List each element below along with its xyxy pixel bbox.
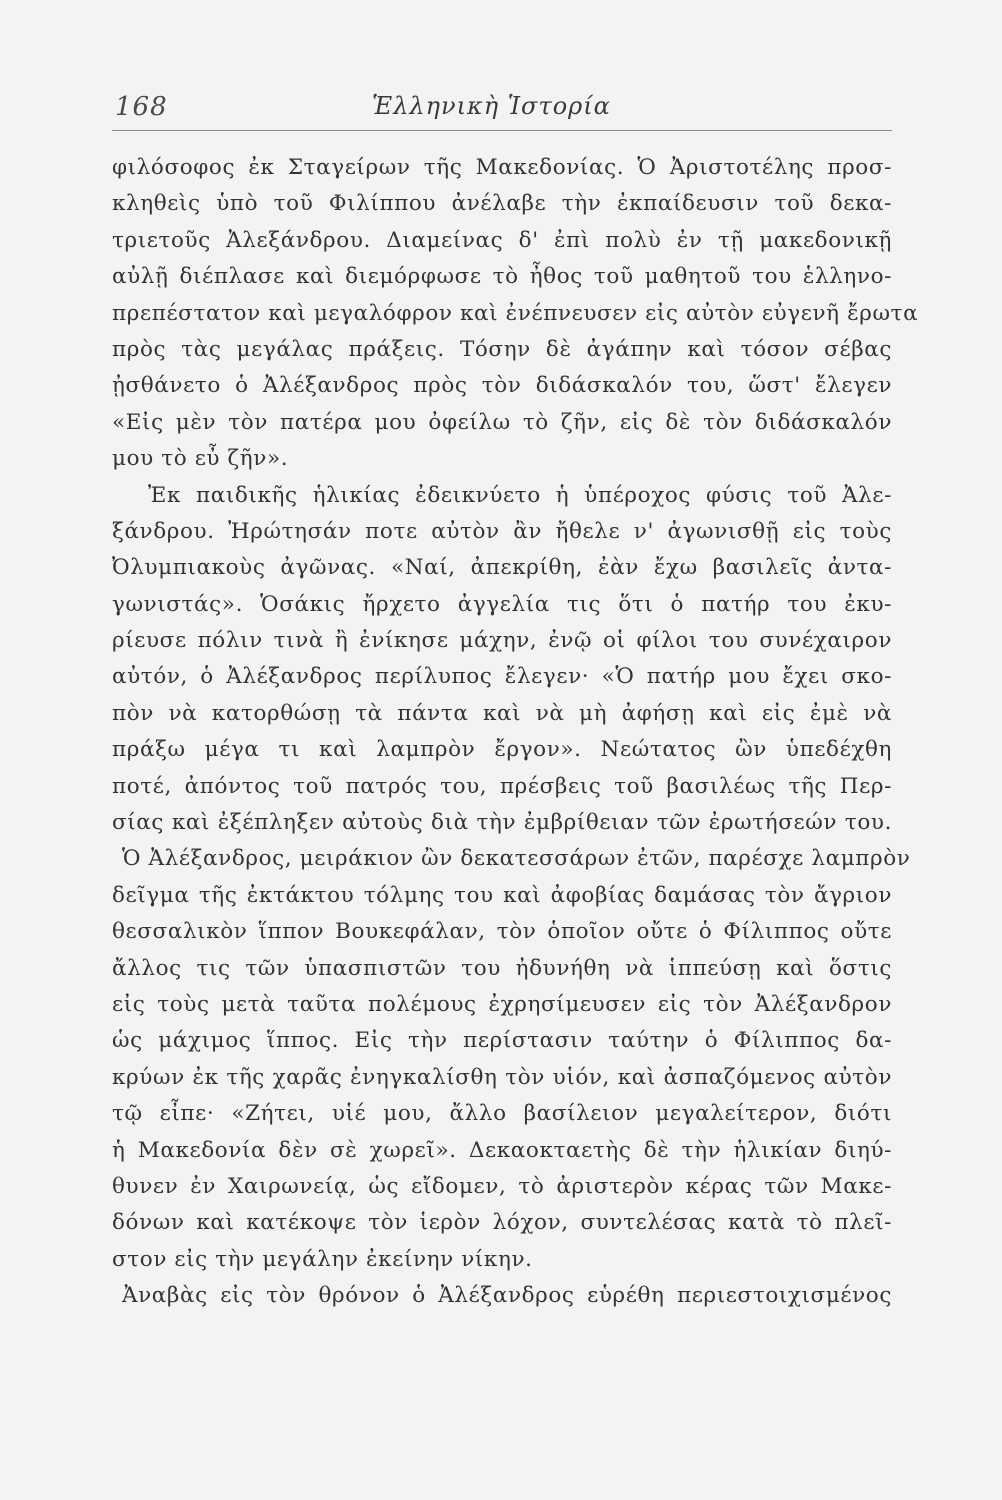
text-line: αὐτόν, ὁ Ἀλέξανδρος περίλυπος ἔλεγεν· «Ὁ πατήρ μου ἔχει σκο-	[112, 664, 892, 690]
text-line: Ὁ Ἀλέξανδρος, μειράκιον ὢν δεκατεσσάρων ἐτῶν, παρέσχε λαμπρὸν	[122, 846, 911, 872]
text-line: ἄλλος τις τῶν ὑπασπιστῶν του ἠδυνήθη νὰ ἱππεύσῃ καὶ ὅστις	[112, 955, 892, 981]
text-line: τῷ εἶπε· «Ζήτει, υἱέ μου, ἄλλο βασίλειον μεγαλείτερον, διότι	[112, 1101, 892, 1127]
text-line: γωνιστάς». Ὁσάκις ἤρχετο ἀγγελία τις ὅτι ὁ πατήρ του ἐκυ-	[112, 591, 892, 617]
text-line: σίας καὶ ἐξέπληξεν αὐτοὺς διὰ τὴν ἐμβρίθειαν τῶν ἐρωτήσεών του.	[112, 810, 892, 836]
text-line: κληθεὶς ὑπὸ τοῦ Φιλίππου ἀνέλαβε τὴν ἐκπαίδευσιν τοῦ δεκα-	[112, 191, 892, 217]
text-line: πρὸς τὰς μεγάλας πράξεις. Τόσην δὲ ἀγάπην καὶ τόσον σέβας	[112, 336, 892, 362]
text-line: ξάνδρου. Ἠρώτησάν ποτε αὐτὸν ἂν ἤθελε ν' ἀγωνισθῇ εἰς τοὺς	[112, 518, 892, 544]
text-line: θυνεν ἐν Χαιρωνείᾳ, ὡς εἴδομεν, τὸ ἀριστερὸν κέρας τῶν Μακε-	[112, 1173, 892, 1199]
text-line: δόνων καὶ κατέκοψε τὸν ἱερὸν λόχον, συντελέσας κατὰ τὸ πλεῖ-	[112, 1210, 892, 1236]
text-line: ὡς μάχιμος ἵππος. Εἰς τὴν περίστασιν ταύτην ὁ Φίλιππος δα-	[112, 1028, 892, 1054]
text-line: ἡ Μακεδονία δὲν σὲ χωρεῖ». Δεκαοκταετὴς δὲ τὴν ἡλικίαν διηύ-	[112, 1137, 892, 1163]
text-line: θεσσαλικὸν ἵππον Βουκεφάλαν, τὸν ὁποῖον οὔτε ὁ Φίλιππος οὔτε	[112, 919, 892, 945]
text-line: κρύων ἐκ τῆς χαρᾶς ἐνηγκαλίσθη τὸν υἱόν, καὶ ἀσπαζόμενος αὐτὸν	[112, 1064, 892, 1090]
text-line: Ἀναβὰς εἰς τὸν θρόνον ὁ Ἀλέξανδρος εὑρέθη περιεστοιχισμένος	[122, 1283, 892, 1309]
text-line: Ἐκ παιδικῆς ἡλικίας ἐδεικνύετο ἡ ὑπέροχος φύσις τοῦ Ἀλε-	[148, 482, 892, 508]
text-line: δεῖγμα τῆς ἐκτάκτου τόλμης του καὶ ἀφοβίας δαμάσας τὸν ἄγριον	[112, 882, 892, 908]
body-text	[112, 150, 919, 1315]
text-line: μου τὸ εὖ ζῆν».	[112, 446, 289, 472]
text-line: Ὀλυμπιακοὺς ἀγῶνας. «Ναί, ἀπεκρίθη, ἐὰν ἔχω βασιλεῖς ἀντα-	[112, 555, 892, 581]
text-line: αὐλῇ διέπλασε καὶ διεμόρφωσε τὸ ἦθος τοῦ μαθητοῦ του ἑλληνο-	[112, 264, 892, 290]
running-title: Ἑλληνικὴ Ἱστορία	[372, 92, 611, 120]
text-line: ᾐσθάνετο ὁ Ἀλέξανδρος πρὸς τὸν διδάσκαλόν του, ὥστ' ἔλεγεν	[112, 373, 892, 399]
text-line: πρεπέστατον καὶ μεγαλόφρον καὶ ἐνέπνευσεν εἰς αὐτὸν εὐγενῆ ἔρωτα	[112, 300, 919, 326]
text-line: εἰς τοὺς μετὰ ταῦτα πολέμους ἐχρησίμευσεν εἰς τὸν Ἀλέξανδρον	[112, 991, 892, 1017]
text-line: πὸν νὰ κατορθώσῃ τὰ πάντα καὶ νὰ μὴ ἀφήσῃ καὶ εἰς ἐμὲ νὰ	[112, 700, 892, 726]
page-header	[112, 92, 892, 128]
text-line: ποτέ, ἀπόντος τοῦ πατρός του, πρέσβεις τοῦ βασιλέως τῆς Περ-	[112, 773, 892, 799]
text-line: ρίευσε πόλιν τινὰ ἢ ἐνίκησε μάχην, ἐνῷ οἱ φίλοι του συνέχαιρον	[112, 628, 892, 654]
text-line: τριετοῦς Ἀλεξάνδρου. Διαμείνας δ' ἐπὶ πολὺ ἐν τῇ μακεδονικῇ	[112, 227, 892, 253]
text-line: πράξω μέγα τι καὶ λαμπρὸν ἔργον». Νεώτατος ὢν ὑπεδέχθη	[112, 737, 892, 763]
text-line: φιλόσοφος ἐκ Σταγείρων τῆς Μακεδονίας. Ὁ Ἀριστοτέλης προσ-	[112, 155, 892, 180]
text-line: «Εἰς μὲν τὸν πατέρα μου ὀφείλω τὸ ζῆν, εἰς δὲ τὸν διδάσκαλόν	[112, 409, 892, 435]
text-line: στον εἰς τὴν μεγάλην ἐκείνην νίκην.	[112, 1246, 533, 1272]
page-number: 168	[115, 92, 168, 122]
header-rule	[112, 130, 892, 131]
